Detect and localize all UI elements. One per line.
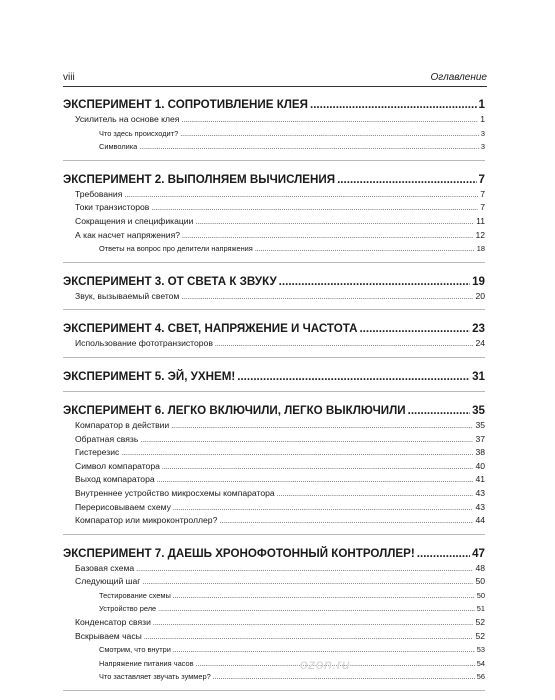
toc-entry-page: 48 [475,562,485,573]
chapter-divider [63,309,485,310]
toc-entry-page: 50 [476,590,485,600]
toc-section-entry[interactable] [63,514,485,528]
chapter-divider [63,534,485,535]
toc-entry-title: Усилитель на основе клея [75,114,180,124]
toc-entry-page: 52 [475,630,485,641]
toc-entry-page: 56 [476,672,485,682]
dot-leader [277,488,474,502]
toc-subsection-entry[interactable] [63,670,485,684]
toc-entry-title: ЭКСПЕРИМЕНТ 4. СВЕТ, НАПРЯЖЕНИЕ И ЧАСТОТА [63,322,358,336]
toc-entry-title: ЭКСПЕРИМЕНТ 1. СОПРОТИВЛЕНИЕ КЛЕЯ [63,98,308,111]
toc-section-entry[interactable] [63,433,485,447]
dot-leader [215,338,474,352]
toc-section-entry[interactable] [63,562,485,576]
dot-leader [213,671,475,685]
dot-leader [142,576,473,590]
dot-leader [136,563,473,577]
chapter-divider [63,357,485,358]
toc-entry-page: 20 [475,290,485,301]
toc-entry-title: Базовая схема [75,562,135,573]
dot-leader [173,502,474,516]
toc-subsection-entry[interactable] [63,589,485,603]
dot-leader [279,273,470,290]
toc-entry-title: Токи транзисторов [75,202,150,213]
toc-entry-page: 18 [476,244,485,254]
toc-entry-page: 52 [475,617,485,628]
toc-entry-title: Тестирование схемы [99,590,171,600]
toc-section-entry[interactable] [63,501,485,515]
toc-entry-title: Использование фототранзисторов [75,338,213,349]
toc-chapter-entry[interactable] [63,320,485,337]
toc-entry-title: Компаратор или микроконтроллер? [75,515,218,526]
toc-entry-page: 7 [478,172,485,186]
dot-leader [121,447,473,461]
toc-section-entry[interactable] [63,229,485,243]
toc-entry-page: 38 [475,447,485,458]
toc-entry-page: 7 [480,202,485,213]
dot-leader [310,96,477,113]
dot-leader [153,617,474,631]
dot-leader [255,243,475,257]
toc-section-entry[interactable] [63,446,485,460]
toc-entry-title: Символика [99,142,138,152]
toc-entry-page: 35 [472,403,485,417]
dot-leader [195,216,474,230]
dot-leader [151,202,478,216]
toc-entry-title: Требования [75,188,123,199]
toc-entry-page: 41 [475,474,485,485]
toc-entry-page: 51 [476,604,485,614]
dot-leader [417,545,470,562]
toc-entry-page: 47 [472,546,485,560]
chapter-block [63,96,485,161]
dot-leader [158,603,475,617]
toc-section-entry[interactable] [63,616,485,630]
toc-entry-page: 1 [480,114,485,124]
dot-leader [162,461,474,475]
toc-entry-page: 1 [478,98,485,111]
page-number: viii [63,72,75,83]
chapter-divider [63,391,485,392]
toc-entry-title: Смотрим, что внутри [99,645,171,655]
toc-entry-title: Компаратор в действии [75,419,170,430]
toc-section-entry[interactable] [63,201,485,215]
dot-leader [182,230,473,244]
toc-chapter-entry[interactable] [63,273,485,290]
toc-entry-page: 50 [475,576,485,587]
dot-leader [408,402,470,419]
toc-chapter-entry[interactable] [63,402,485,419]
toc-entry-title: Устройство реле [99,604,157,614]
toc-section-entry[interactable] [63,473,485,487]
chapter-block [63,171,485,263]
toc-section-entry[interactable] [63,113,485,127]
toc-entry-title: Обратная связь [75,433,139,444]
toc-entry-title: ЭКСПЕРИМЕНТ 6. ЛЕГКО ВКЛЮЧИЛИ, ЛЕГКО ВЫКЛЮЧИЛИ [63,403,406,417]
toc-chapter-entry[interactable] [63,368,485,385]
toc-entry-page: 23 [472,322,485,336]
toc-entry-title: ЭКСПЕРИМЕНТ 3. ОТ СВЕТА К ЗВУКУ [63,274,277,288]
toc-entry-page: 53 [476,645,485,655]
dot-leader [181,291,473,305]
toc-section-entry[interactable] [63,337,485,351]
toc-section-entry[interactable] [63,575,485,589]
dot-leader [181,114,478,128]
toc-section-entry[interactable] [63,460,485,474]
toc-subsection-entry[interactable] [63,140,485,154]
table-of-contents [63,96,485,691]
toc-section-entry[interactable] [63,419,485,433]
toc-entry-title: Что здесь происходит? [99,128,179,138]
toc-entry-page: 7 [480,188,485,199]
toc-entry-page: 3 [480,142,485,152]
chapter-block [63,273,485,311]
toc-entry-title: Гистерезис [75,447,120,458]
toc-entry-page: 31 [472,369,485,383]
toc-entry-title: ЭКСПЕРИМЕНТ 7. ДАЕШЬ ХРОНОФОТОННЫЙ КОНТРОЛЛЕР! [63,546,415,560]
toc-subsection-entry[interactable] [63,657,485,671]
toc-entry-title: А как насчет напряжения? [75,229,181,240]
toc-entry-page: 40 [475,460,485,471]
toc-section-entry[interactable] [63,215,485,229]
running-title: Оглавление [430,72,487,83]
toc-entry-page: 37 [475,433,485,444]
chapter-block [63,320,485,358]
toc-section-entry[interactable] [63,487,485,501]
toc-entry-page: 24 [475,338,485,349]
page-header [63,70,487,87]
dot-leader [157,474,474,488]
toc-entry-title: Вскрываем часы [75,630,142,641]
toc-entry-title: Следующий шаг [75,576,141,587]
chapter-divider [63,160,485,161]
toc-entry-page: 43 [475,501,485,512]
dot-leader [180,128,479,142]
chapter-block [63,402,485,535]
toc-entry-page: 35 [475,419,485,430]
chapter-divider [63,690,485,691]
dot-leader [171,420,473,434]
toc-entry-title: Напряжение питания часов [99,658,194,668]
watermark: ozon.ru [300,656,351,672]
toc-entry-page: 11 [476,215,485,226]
dot-leader [140,434,473,448]
toc-subsection-entry[interactable] [63,127,485,141]
toc-chapter-entry[interactable] [63,171,485,188]
toc-section-entry[interactable] [63,630,485,644]
toc-section-entry[interactable] [63,290,485,304]
toc-entry-page: 44 [475,515,485,526]
toc-subsection-entry[interactable] [63,242,485,256]
dot-leader [237,368,470,385]
toc-chapter-entry[interactable] [63,96,485,113]
toc-entry-page: 19 [472,274,485,288]
toc-entry-title: Символ компаратора [75,460,160,471]
toc-entry-title: ЭКСПЕРИМЕНТ 2. ВЫПОЛНЯЕМ ВЫЧИСЛЕНИЯ [63,172,336,186]
dot-leader [173,590,475,604]
toc-entry-title: Перерисовываем схему [75,501,171,512]
toc-entry-title: Конденсатор связи [75,617,151,628]
toc-entry-title: Звук, вызываемый светом [75,290,180,301]
toc-subsection-entry[interactable] [63,643,485,657]
dot-leader [124,189,478,203]
toc-entry-title: Ответы на вопрос про делители напряжения [99,244,253,254]
chapter-divider [63,262,485,263]
toc-entry-title: Внутреннее устройство микросхемы компаратора [75,487,275,498]
toc-subsection-entry[interactable] [63,602,485,616]
toc-entry-title: Выход компаратора [75,474,155,485]
dot-leader [139,141,479,155]
toc-entry-page: 3 [480,128,485,138]
toc-entry-title: Сокращения и спецификации [75,215,194,226]
toc-section-entry[interactable] [63,188,485,202]
dot-leader [359,320,470,337]
toc-entry-page: 43 [475,487,485,498]
toc-entry-page: 54 [476,658,485,668]
chapter-block [63,368,485,392]
dot-leader [219,515,473,529]
dot-leader [144,631,474,645]
chapter-block [63,545,485,691]
toc-entry-page: 12 [475,229,485,240]
toc-entry-title: Что заставляет звучать зуммер? [99,672,211,682]
toc-entry-title: ЭКСПЕРИМЕНТ 5. ЭЙ, УХНЕМ! [63,369,236,383]
toc-chapter-entry[interactable] [63,545,485,562]
dot-leader [337,171,476,188]
